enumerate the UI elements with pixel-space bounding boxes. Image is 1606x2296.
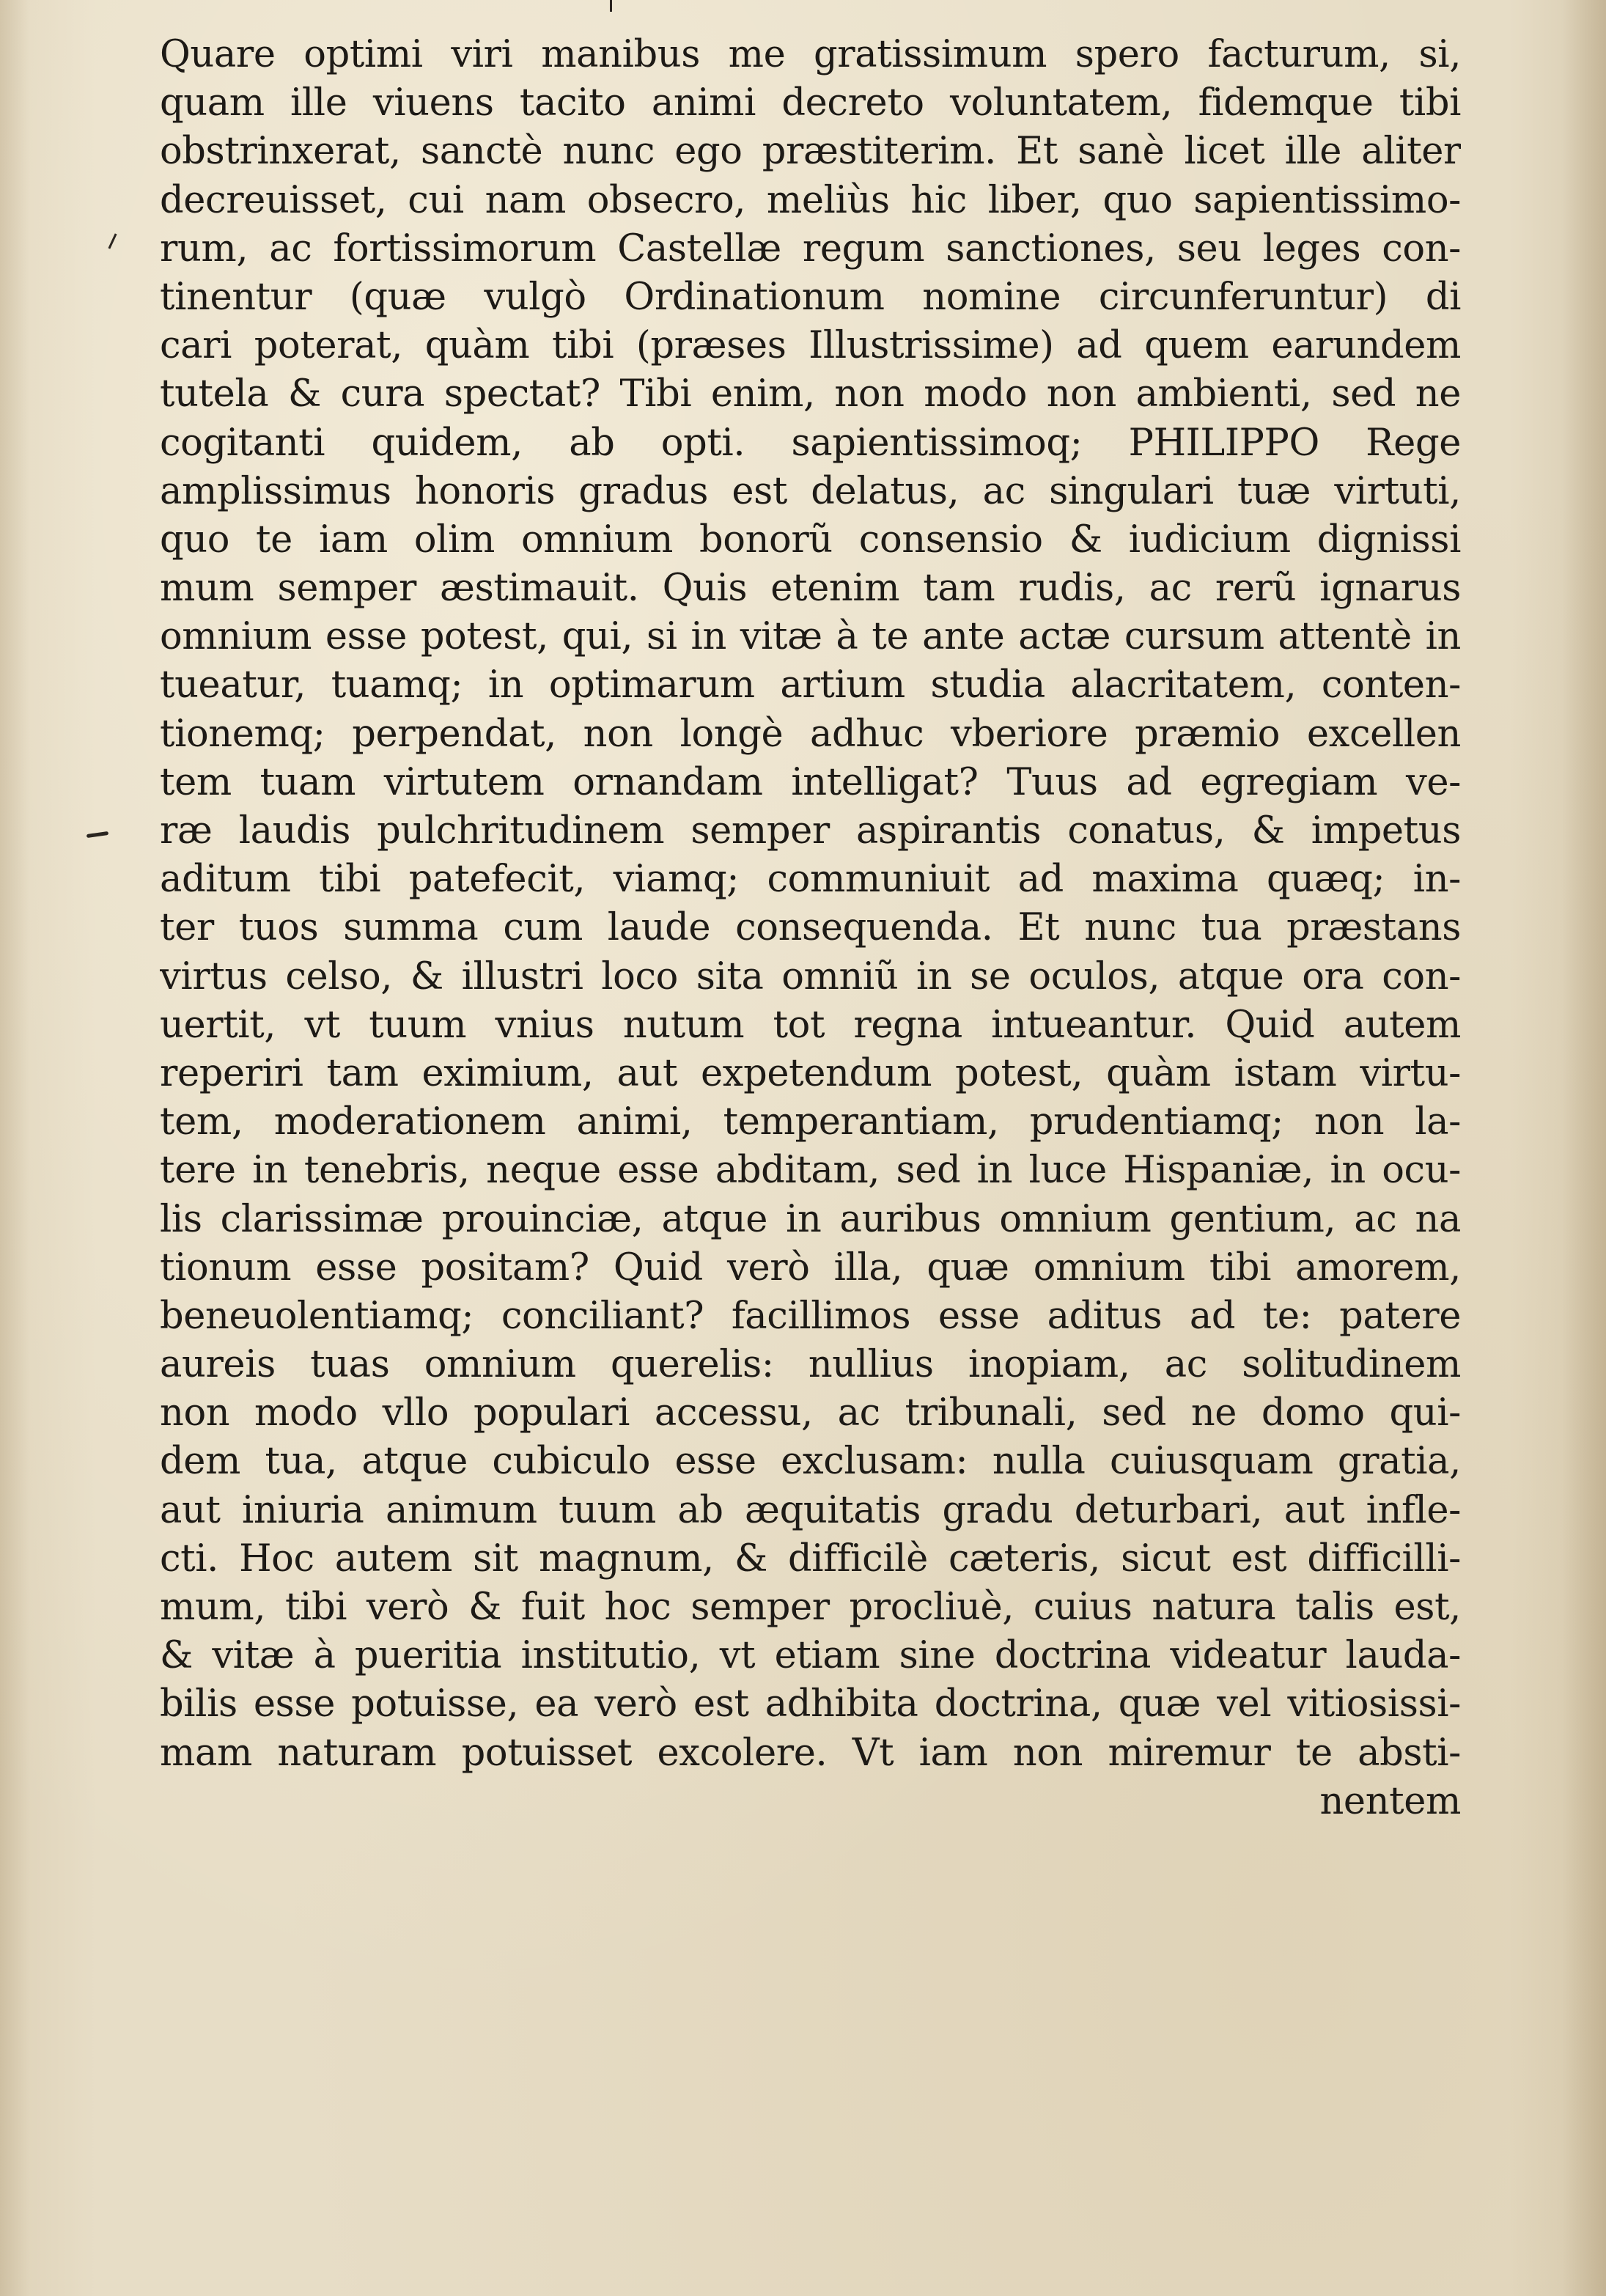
text-line: non modo vllo populari accessu, ac tribunali, sed ne domo qui- xyxy=(160,1391,1461,1435)
text-line: & vitæ à pueritia institutio, vt etiam sine doctrina videatur lauda- xyxy=(160,1634,1461,1678)
body-text xyxy=(160,31,1461,1826)
text-line: bilis esse potuisse, ea verò est adhibita doctrina, quæ vel vitiosissi- xyxy=(160,1682,1461,1726)
margin-ink-mark xyxy=(86,831,108,838)
text-line: tem, moderationem animi, temperantiam, prudentiamq; non la- xyxy=(160,1100,1461,1144)
text-line: quo te iam olim omnium bonorũ consensio & iudicium dignissi xyxy=(160,518,1461,562)
text-line: cogitanti quidem, ab opti. sapientissimoq; PHILIPPO Rege xyxy=(160,421,1461,465)
text-line: mum, tibi verò & fuit hoc semper procliuè, cuius natura talis est, xyxy=(160,1586,1461,1629)
text-line: aut iniuria animum tuum ab æquitatis gradu deturbari, aut infle- xyxy=(160,1488,1461,1532)
text-line: tionum esse positam? Quid verò illa, quæ omnium tibi amorem, xyxy=(160,1245,1461,1289)
page-edge-shadow-left xyxy=(0,0,29,2296)
text-line: cari poterat, quàm tibi (præses Illustrissime) ad quem earundem xyxy=(160,324,1461,368)
text-line: tutela & cura spectat? Tibi enim, non modo non ambienti, sed ne xyxy=(160,372,1461,416)
text-line: tionemq; perpendat, non longè adhuc vberiore præmio excellen xyxy=(160,712,1461,756)
text-line: quam ille viuens tacito animi decreto voluntatem, fidemque tibi xyxy=(160,81,1461,125)
text-line: rum, ac fortissimorum Castellæ regum sanctiones, seu leges con- xyxy=(160,227,1461,271)
text-line: uertit, vt tuum vnius nutum tot regna intueantur. Quid autem xyxy=(160,1003,1461,1047)
catchword: nentem xyxy=(1319,1779,1461,1823)
text-line: aditum tibi patefecit, viamq; communiuit ad maxima quæq; in- xyxy=(160,858,1461,902)
text-line: lis clarissimæ prouinciæ, atque in auribus omnium gentium, ac na xyxy=(160,1197,1461,1241)
text-line: mum semper æstimauit. Quis etenim tam rudis, ac rerũ ignarus xyxy=(160,567,1461,611)
text-line: aureis tuas omnium querelis: nullius inopiam, ac solitudinem xyxy=(160,1343,1461,1387)
text-line: cti. Hoc autem sit magnum, & difficilè cæteris, sicut est difficilli- xyxy=(160,1537,1461,1581)
text-line: Quare optimi viri manibus me gratissimum spero facturum, si, xyxy=(160,33,1461,76)
text-line: mam naturam potuisset excolere. Vt iam non miremur te absti- xyxy=(160,1731,1461,1775)
text-line: decreuisset, cui nam obsecro, meliùs hic liber, quo sapientissimo- xyxy=(160,178,1461,222)
text-line: amplissimus honoris gradus est delatus, ac singulari tuæ virtuti, xyxy=(160,469,1461,513)
text-line: beneuolentiamq; conciliant? facillimos esse aditus ad te: patere xyxy=(160,1294,1461,1338)
text-line: virtus celso, & illustri loco sita omniũ in se oculos, atque ora con- xyxy=(160,954,1461,998)
text-line: omnium esse potest, qui, si in vitæ à te ante actæ cursum attentè in xyxy=(160,615,1461,659)
text-line: tueatur, tuamq; in optimarum artium studia alacritatem, conten- xyxy=(160,663,1461,707)
text-line: tinentur (quæ vulgò Ordinationum nomine circunferuntur) di xyxy=(160,275,1461,319)
text-line: tere in tenebris, neque esse abditam, sed in luce Hispaniæ, in ocu- xyxy=(160,1149,1461,1193)
text-line: dem tua, atque cubiculo esse exclusam: nulla cuiusquam gratia, xyxy=(160,1440,1461,1484)
margin-ink-mark xyxy=(108,233,117,249)
text-line: ræ laudis pulchritudinem semper aspirantis conatus, & impetus xyxy=(160,809,1461,853)
text-line: obstrinxerat, sanctè nunc ego præstiterim. Et sanè licet ille aliter xyxy=(160,130,1461,174)
text-line: tem tuam virtutem ornandam intelligat? Tuus ad egregiam ve- xyxy=(160,760,1461,804)
margin-ink-mark xyxy=(610,0,612,12)
page-edge-shadow-right xyxy=(1562,0,1606,2296)
text-line: reperiri tam eximium, aut expetendum potest, quàm istam virtu- xyxy=(160,1051,1461,1095)
text-line: ter tuos summa cum laude consequenda. Et nunc tua præstans xyxy=(160,906,1461,950)
